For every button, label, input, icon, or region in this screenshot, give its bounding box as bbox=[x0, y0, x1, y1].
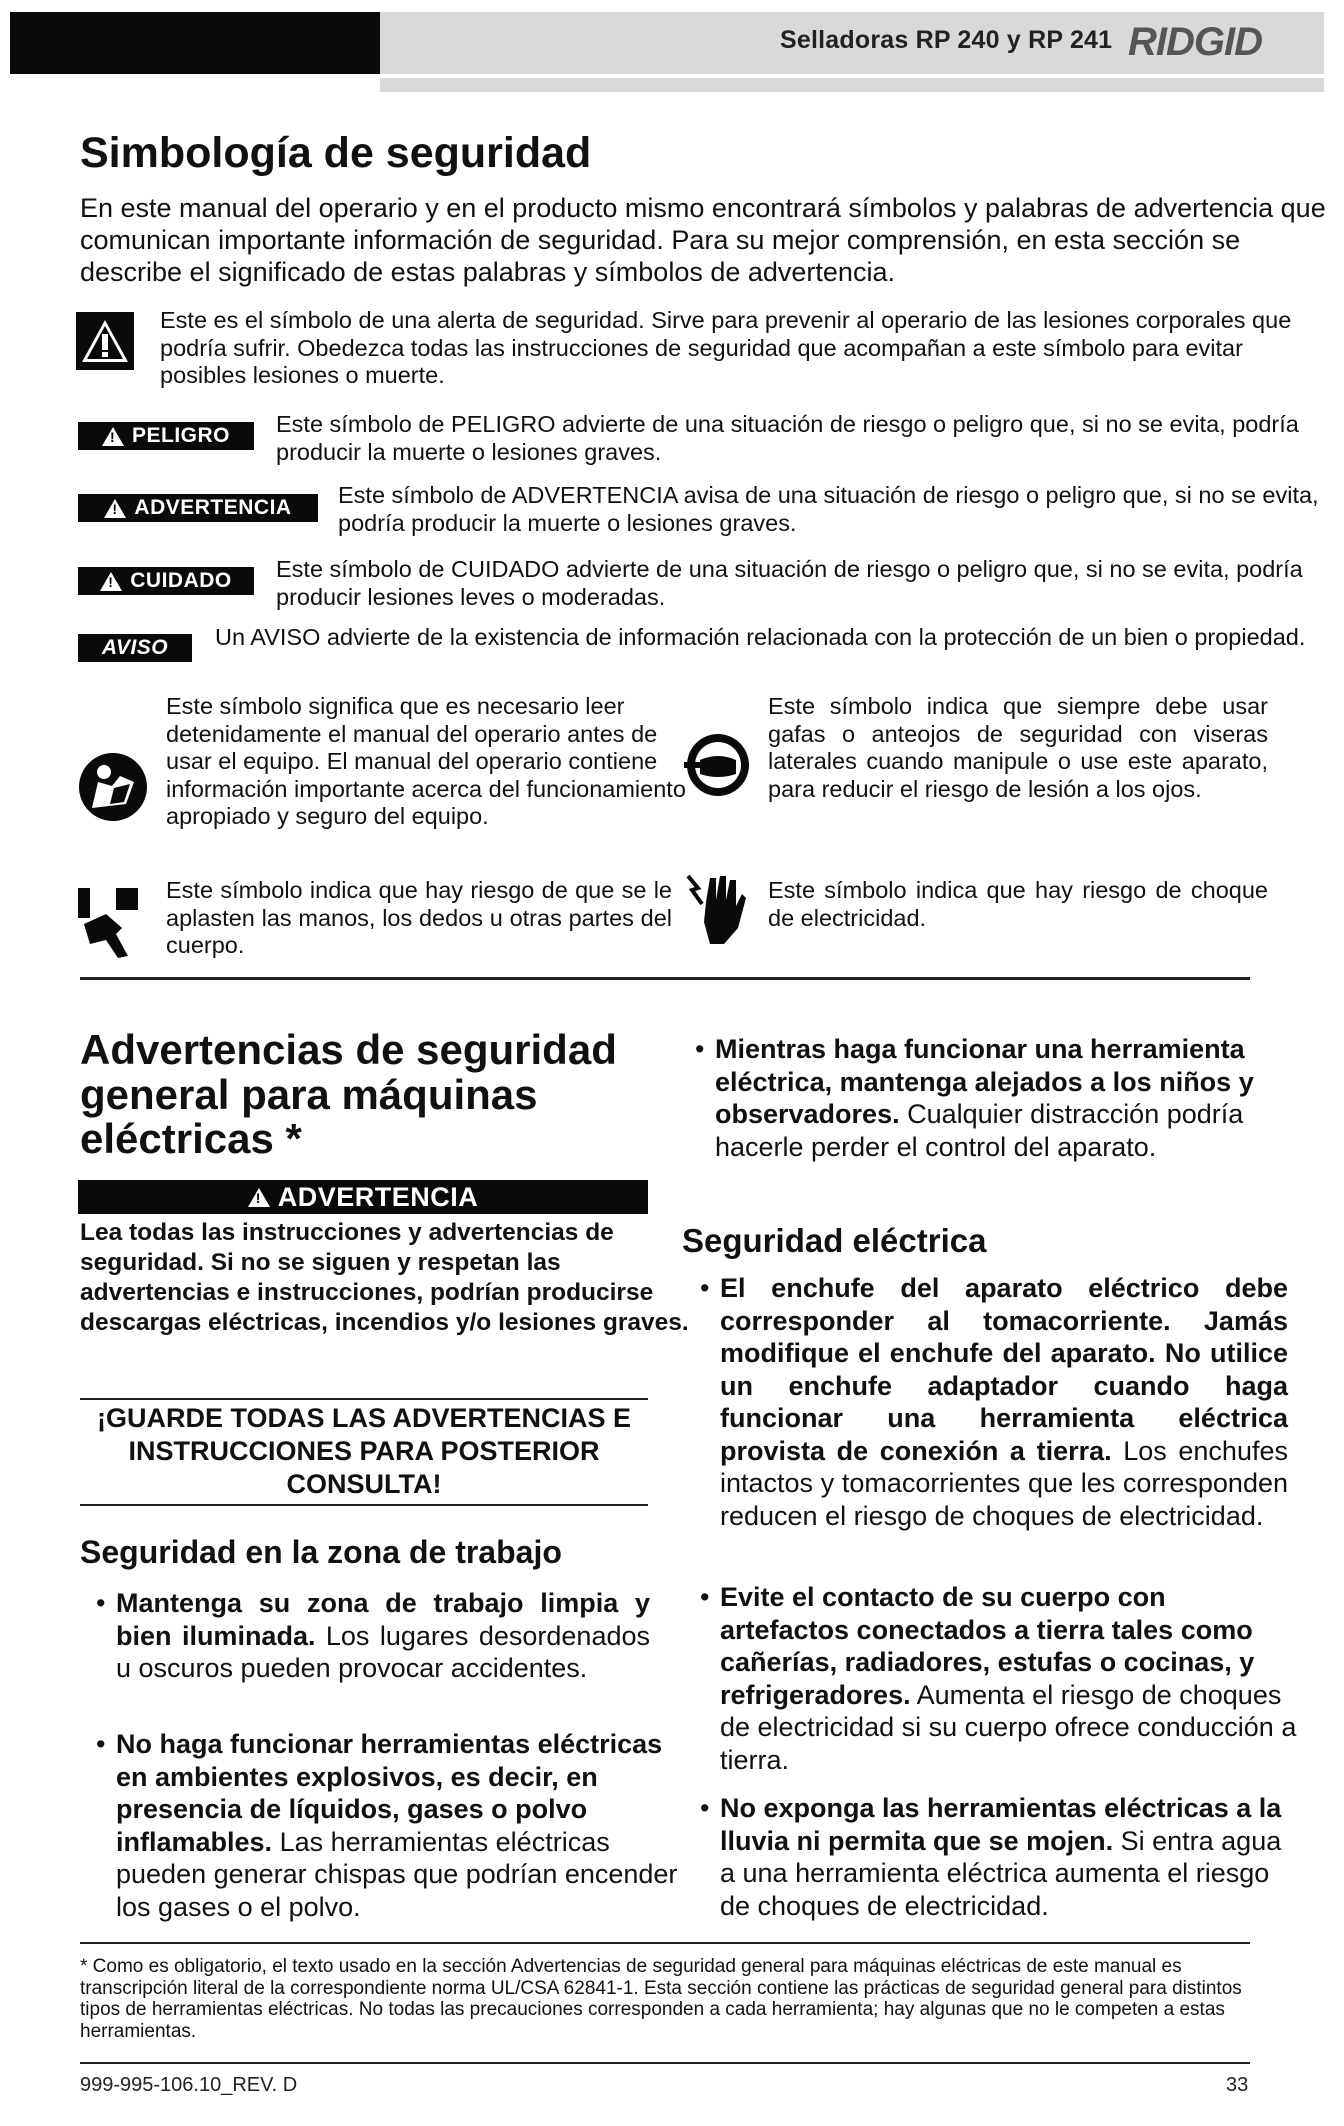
goggles-text: Este símbolo indica que siempre debe usar gafas o anteojos de seguridad con viseras laterales cuando manipule o use este aparato, para reducir el riesgo de lesión a los ojos. bbox=[768, 693, 1268, 802]
cuidado-text: Este símbolo de CUIDADO advierte de una situación de riesgo o peligro que, si no se evita, podría producir lesiones leves o moderadas. bbox=[276, 556, 1303, 610]
electrical-bullet-2-bold: Evite el contacto de su cuerpo con artefactos conectados a tierra tales como cañerías, radiadores, estufas o cocinas, y refrigeradores. bbox=[720, 1582, 1255, 1710]
section-divider bbox=[80, 977, 1250, 980]
cuidado-label: CUIDADO bbox=[130, 569, 232, 592]
advertencia-badge bbox=[78, 494, 318, 522]
electrical-bullet-2-text: Aumenta el riesgo de choques de electricidad si su cuerpo ofrece conducción a tierra. bbox=[720, 1679, 1297, 1775]
electrical-title: Seguridad eléctrica bbox=[682, 1222, 987, 1259]
footer-divider bbox=[80, 2062, 1250, 2064]
save-instructions: ¡GUARDE TODAS LAS ADVERTENCIAS E INSTRUCCIONES PARA POSTERIOR CONSULTA! bbox=[96, 1403, 632, 1499]
footnote: * Como es obligatorio, el texto usado en la sección Advertencias de seguridad general para máquinas eléctricas de este manual es transcripción literal de la correspondiente norma UL/CSA 62841-1. Esta sección contiene las prácticas de seguridad general para distintos tipos de herramientas eléctricas. No todas las precauciones corresponden a cada herramienta; hay algunas que no le competen a estas herramientas. bbox=[80, 1956, 1242, 2042]
electrical-bullet-2: • Evite el contacto de su cuerpo con artefactos conectados a tierra tales como cañerías, radiadores, estufas o cocinas, y refrigeradores. Aumenta el riesgo de choques de electricidad si su cuerpo ofrece conducción a tierra. bbox=[700, 1582, 1297, 1775]
shock-text: Este símbolo indica que hay riesgo de choque de electricidad. bbox=[768, 877, 1268, 931]
work-bullet-1: • Mantenga su zona de trabajo limpia y bien iluminada. Los lugares desordenados u oscuros pueden provocar accidentes. bbox=[96, 1588, 650, 1683]
symbols-title: Simbología de seguridad bbox=[80, 129, 592, 177]
general-warning-text: Lea todas las instrucciones y advertencias de seguridad. Si no se siguen y respetan las advertencias e instrucciones, podrían producirse descargas eléctricas, incendios y/o lesiones graves. bbox=[80, 1219, 689, 1336]
peligro-label: PELIGRO bbox=[131, 424, 230, 447]
electrical-bullet-1: • El enchufe del aparato eléctrico debe corresponder al tomacorriente. Jamás modifique el enchufe del aparato. No utilice un enchufe adaptador cuando haga funcionar una herramienta eléctrica provista de conexión a tierra. Los enchufes intactos y tomacorrientes que les corresponden reducen el riesgo de choques de electricidad. bbox=[700, 1273, 1288, 1531]
crush-text: Este símbolo indica que hay riesgo de que se le aplasten las manos, los dedos u otras partes del cuerpo. bbox=[166, 877, 672, 958]
safety-alert-icon bbox=[76, 312, 134, 370]
children-bullet-text: Cualquier distracción podría hacerle perder el control del aparato. bbox=[715, 1099, 1244, 1162]
advertencia-label: ADVERTENCIA bbox=[134, 496, 292, 519]
header-black-bar bbox=[10, 12, 380, 74]
work-bullet-2-bold: No haga funcionar herramientas eléctricas en ambientes explosivos, es decir, en presencia de líquidos, gases o polvo inflamables. bbox=[116, 1729, 663, 1857]
general-warning-badge bbox=[78, 1180, 648, 1214]
children-bullet: • Mientras haga funcionar una herramienta eléctrica, mantenga alejados a los niños y observadores. Cualquier distracción podría hacerle perder el control del aparato. bbox=[695, 1034, 1254, 1162]
children-bullet-bold: Mientras haga funcionar una herramienta eléctrica, mantenga alejados a los niños y observadores. bbox=[715, 1034, 1254, 1129]
symbols-intro: En este manual del operario y en el producto mismo encontrará símbolos y palabras de advertencia que comunican importante información de seguridad. Para su mejor comprensión, en esta sección se describe el significado de estas palabras y símbolos de advertencia. bbox=[80, 193, 1326, 287]
advertencia-text: Este símbolo de ADVERTENCIA avisa de una situación de riesgo o peligro que, si no se evita, podría producir la muerte o lesiones graves. bbox=[338, 482, 1319, 536]
electric-shock-icon bbox=[684, 872, 748, 952]
alert-text: Este es el símbolo de una alerta de seguridad. Sirve para prevenir al operario de las lesiones corporales que podría sufrir. Obedezca todas las instrucciones de seguridad que acompañan a este símbolo para evitar posibles lesiones o muerte. bbox=[160, 307, 1292, 388]
work-area-title: Seguridad en la zona de trabajo bbox=[80, 1534, 562, 1570]
save-bottom-rule bbox=[80, 1504, 648, 1506]
peligro-badge bbox=[78, 422, 254, 450]
work-bullet-1-bold: Mantenga su zona de trabajo limpia y bien iluminada. bbox=[116, 1588, 650, 1651]
cuidado-badge bbox=[78, 567, 254, 595]
peligro-text: Este símbolo de PELIGRO advierte de una situación de riesgo o peligro que, si no se evita, podría producir la muerte o lesiones graves. bbox=[276, 411, 1299, 465]
aviso-label: AVISO bbox=[101, 636, 169, 659]
general-warning-label: ADVERTENCIA bbox=[277, 1181, 479, 1212]
ridgid-logo: RIDGID bbox=[1128, 20, 1262, 64]
read-manual-icon bbox=[78, 752, 148, 822]
warning-triangle-icon bbox=[248, 1188, 270, 1207]
electrical-bullet-3-bold: No exponga las herramientas eléctricas a la lluvia ni permita que se mojen. bbox=[720, 1793, 1282, 1856]
manual-text: Este símbolo significa que es necesario leer detenidamente el manual del operario antes de usar el equipo. El manual del operario contiene información importante acerca del funcionamiento apropiado y seguro del equipo. bbox=[166, 693, 686, 829]
page-number: 33 bbox=[1226, 2074, 1249, 2096]
aviso-text: Un AVISO advierte de la existencia de información relacionada con la protección de un bien o propiedad. bbox=[215, 624, 1306, 650]
safety-goggles-icon bbox=[680, 730, 750, 800]
work-bullet-1-text: Los lugares desordenados u oscuros pueden provocar accidentes. bbox=[116, 1620, 650, 1683]
electrical-bullet-3: • No exponga las herramientas eléctricas a la lluvia ni permita que se mojen. Si entra agua a una herramienta eléctrica aumenta el riesgo de choques de electricidad. bbox=[700, 1793, 1282, 1921]
work-bullet-2-text: Las herramientas eléctricas pueden generar chispas que podrían encender los gases o el polvo. bbox=[116, 1826, 678, 1922]
save-top-rule bbox=[80, 1398, 648, 1400]
electrical-bullet-3-text: Si entra agua a una herramienta eléctrica aumenta el riesgo de choques de electricidad. bbox=[720, 1825, 1282, 1921]
warning-triangle-icon bbox=[100, 572, 122, 591]
electrical-bullet-1-bold: El enchufe del aparato eléctrico debe corresponder al tomacorriente. Jamás modifique el enchufe del aparato. No utilice un enchufe adaptador cuando haga funcionar una herramienta eléctrica provista de conexión a tierra. bbox=[720, 1273, 1288, 1466]
doc-number: 999-995-106.10_REV. D bbox=[80, 2074, 298, 2096]
aviso-badge bbox=[78, 634, 192, 662]
hand-crush-icon bbox=[76, 884, 140, 960]
header-title: Selladoras RP 240 y RP 241 bbox=[780, 26, 1113, 54]
warning-triangle-icon bbox=[104, 499, 126, 518]
work-bullet-2: • No haga funcionar herramientas eléctricas en ambientes explosivos, es decir, en presencia de líquidos, gases o polvo inflamables. Las herramientas eléctricas pueden generar chispas que podrían encender los gases o el polvo. bbox=[96, 1729, 678, 1922]
warning-triangle-icon bbox=[102, 427, 124, 446]
header-underline bbox=[380, 78, 1324, 92]
electrical-bullet-1-text: Los enchufes intactos y tomacorrientes que les corresponden reducen el riesgo de choques de electricidad. bbox=[720, 1435, 1288, 1531]
footnote-divider bbox=[80, 1942, 1250, 1944]
general-title: Advertencias de seguridad general para máquinas eléctricas * bbox=[80, 1026, 617, 1162]
